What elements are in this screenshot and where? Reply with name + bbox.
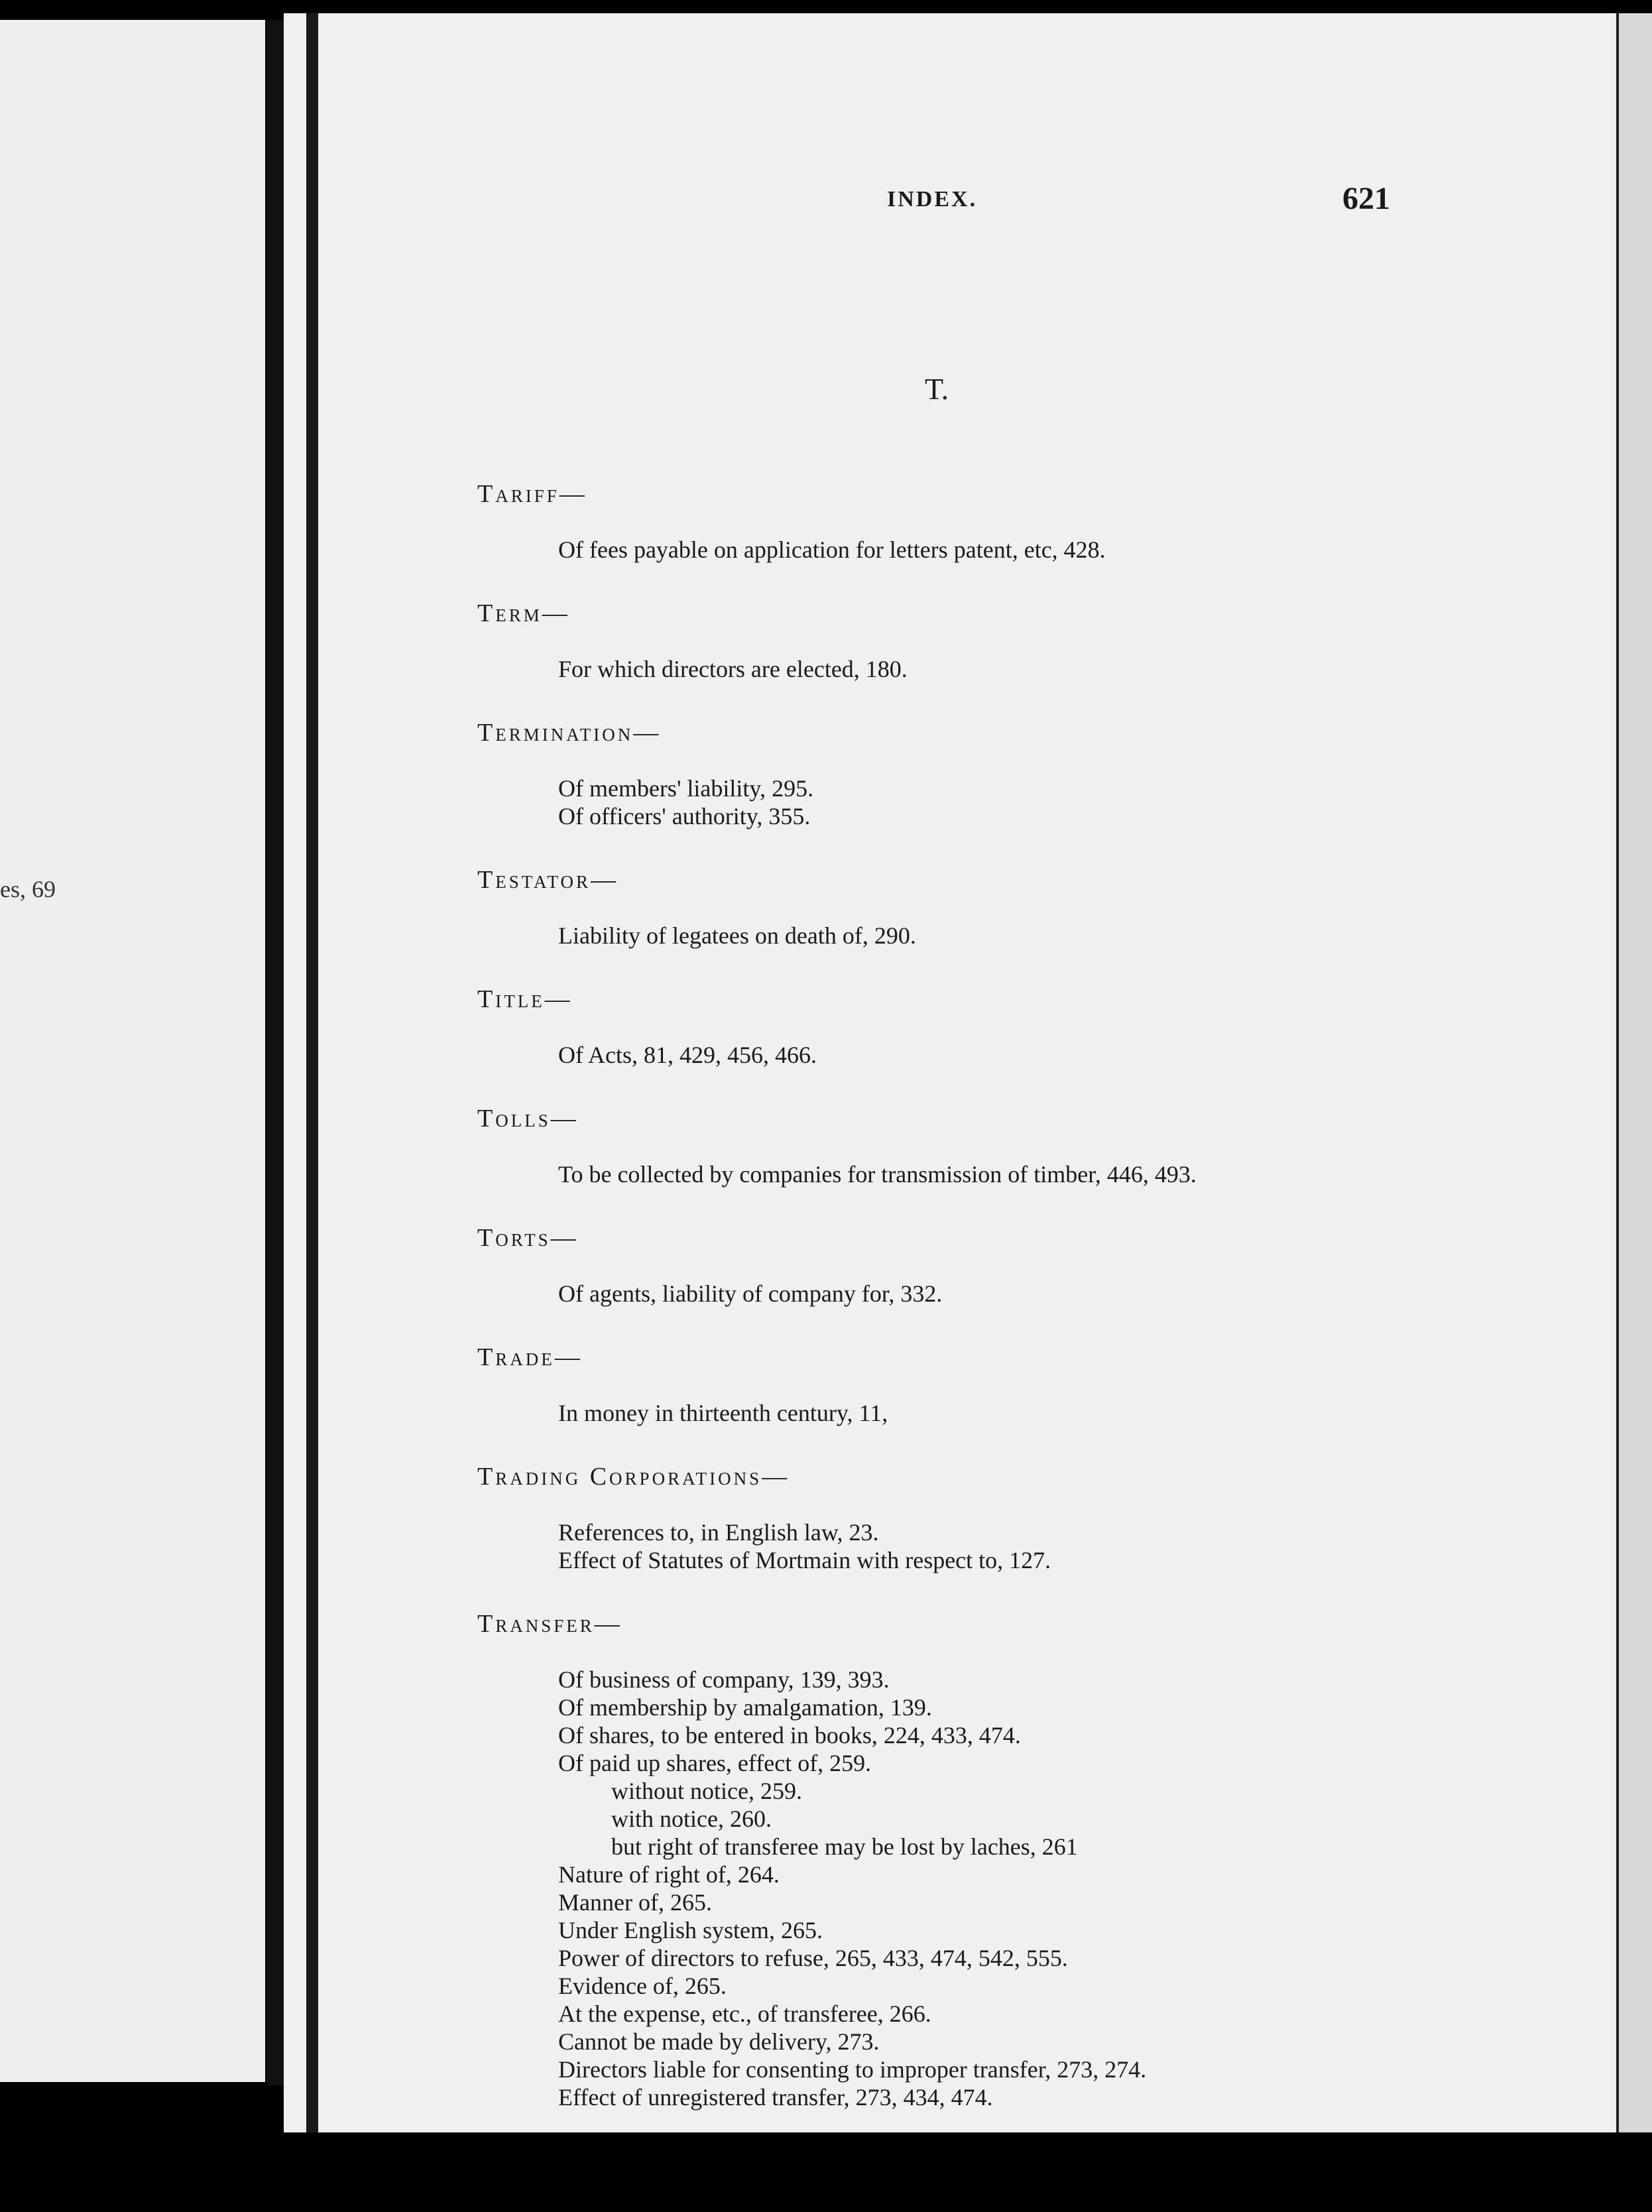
left-page	[0, 20, 265, 2082]
section-letter: T.	[925, 372, 949, 406]
index-entry	[477, 1606, 1604, 2143]
entry-subitem: Nature of right of, 264.	[558, 1861, 780, 1888]
entry-subitem: At the expense, etc., of transferee, 266.	[558, 2000, 931, 2027]
left-page-fragment: es, 69	[0, 876, 56, 902]
index-entry	[477, 715, 1604, 862]
index-entry	[477, 1339, 1604, 1459]
entry-subitem: Effect of unregistered transfer, 273, 434, 474.	[558, 2084, 993, 2111]
entry-subitem: Under English system, 265.	[558, 1917, 823, 1943]
entry-heading: Trade—	[477, 1343, 583, 1371]
index-entry	[477, 1220, 1604, 1339]
entry-subitem: To be collected by companies for transmission of timber, 446, 493.	[558, 1161, 1197, 1188]
index-entry	[477, 476, 1604, 595]
page-edge	[1616, 13, 1652, 2132]
index-entries	[477, 476, 1604, 2143]
entry-subitem: Evidence of, 265.	[558, 1973, 727, 1999]
entry-subitem: Manner of, 265.	[558, 1889, 712, 1916]
entry-subitem: Of members' liability, 295.	[558, 775, 814, 802]
running-header: INDEX.	[887, 187, 978, 212]
entry-heading: Tariff—	[477, 480, 587, 508]
entry-subitem: For which directors are elected, 180.	[558, 656, 908, 682]
entry-subitem: Of shares, to be entered in books, 224, 433, 474.	[558, 1722, 1021, 1749]
entry-subitem: Of agents, liability of company for, 332.	[558, 1280, 943, 1307]
entry-subitem: Effect of Statutes of Mortmain with respect to, 127.	[558, 1547, 1051, 1573]
entry-subitem: Cannot be made by delivery, 273.	[558, 2028, 880, 2055]
entry-heading: Termination—	[477, 719, 662, 747]
index-entry	[477, 1101, 1604, 1220]
index-entry	[477, 1459, 1604, 1606]
entry-subitem: Of Acts, 81, 429, 456, 466.	[558, 1042, 817, 1068]
entry-subitem: Liability of legatees on death of, 290.	[558, 922, 916, 949]
entry-heading: Trading Corporations—	[477, 1463, 790, 1491]
entry-subitem: Of fees payable on application for letters patent, etc, 428.	[558, 536, 1106, 563]
entry-heading: Transfer—	[477, 1610, 622, 1638]
entry-heading: Title—	[477, 985, 573, 1013]
page-number: 621	[1342, 181, 1390, 216]
entry-subitem: Directors liable for consenting to improper transfer, 273, 274.	[558, 2056, 1147, 2083]
entry-subitem: References to, in English law, 23.	[558, 1519, 879, 1546]
entry-heading: Testator—	[477, 866, 619, 894]
page-inner-border	[306, 13, 318, 2132]
entry-heading: Term—	[477, 599, 570, 627]
entry-subitem: Power of directors to refuse, 265, 433, 474, 542, 555.	[558, 1945, 1068, 1971]
entry-subitem: Of paid up shares, effect of, 259.	[558, 1750, 872, 1776]
entry-subitem: without notice, 259.	[611, 1778, 802, 1804]
index-entry	[477, 981, 1604, 1101]
index-entry	[477, 862, 1604, 981]
book-gutter	[266, 20, 284, 2085]
entry-subitem: In money in thirteenth century, 11,	[558, 1400, 888, 1426]
entry-subitem: Of membership by amalgamation, 139.	[558, 1694, 932, 1721]
entry-subitem: Of officers' authority, 355.	[558, 803, 811, 830]
index-entry	[477, 595, 1604, 715]
entry-heading: Torts—	[477, 1224, 579, 1252]
entry-subitem: Of business of company, 139, 393.	[558, 1666, 890, 1693]
entry-subitem: with notice, 260.	[611, 1806, 772, 1832]
entry-subitem: but right of transferee may be lost by laches, 261	[611, 1833, 1078, 1860]
entry-heading: Tolls—	[477, 1105, 579, 1133]
